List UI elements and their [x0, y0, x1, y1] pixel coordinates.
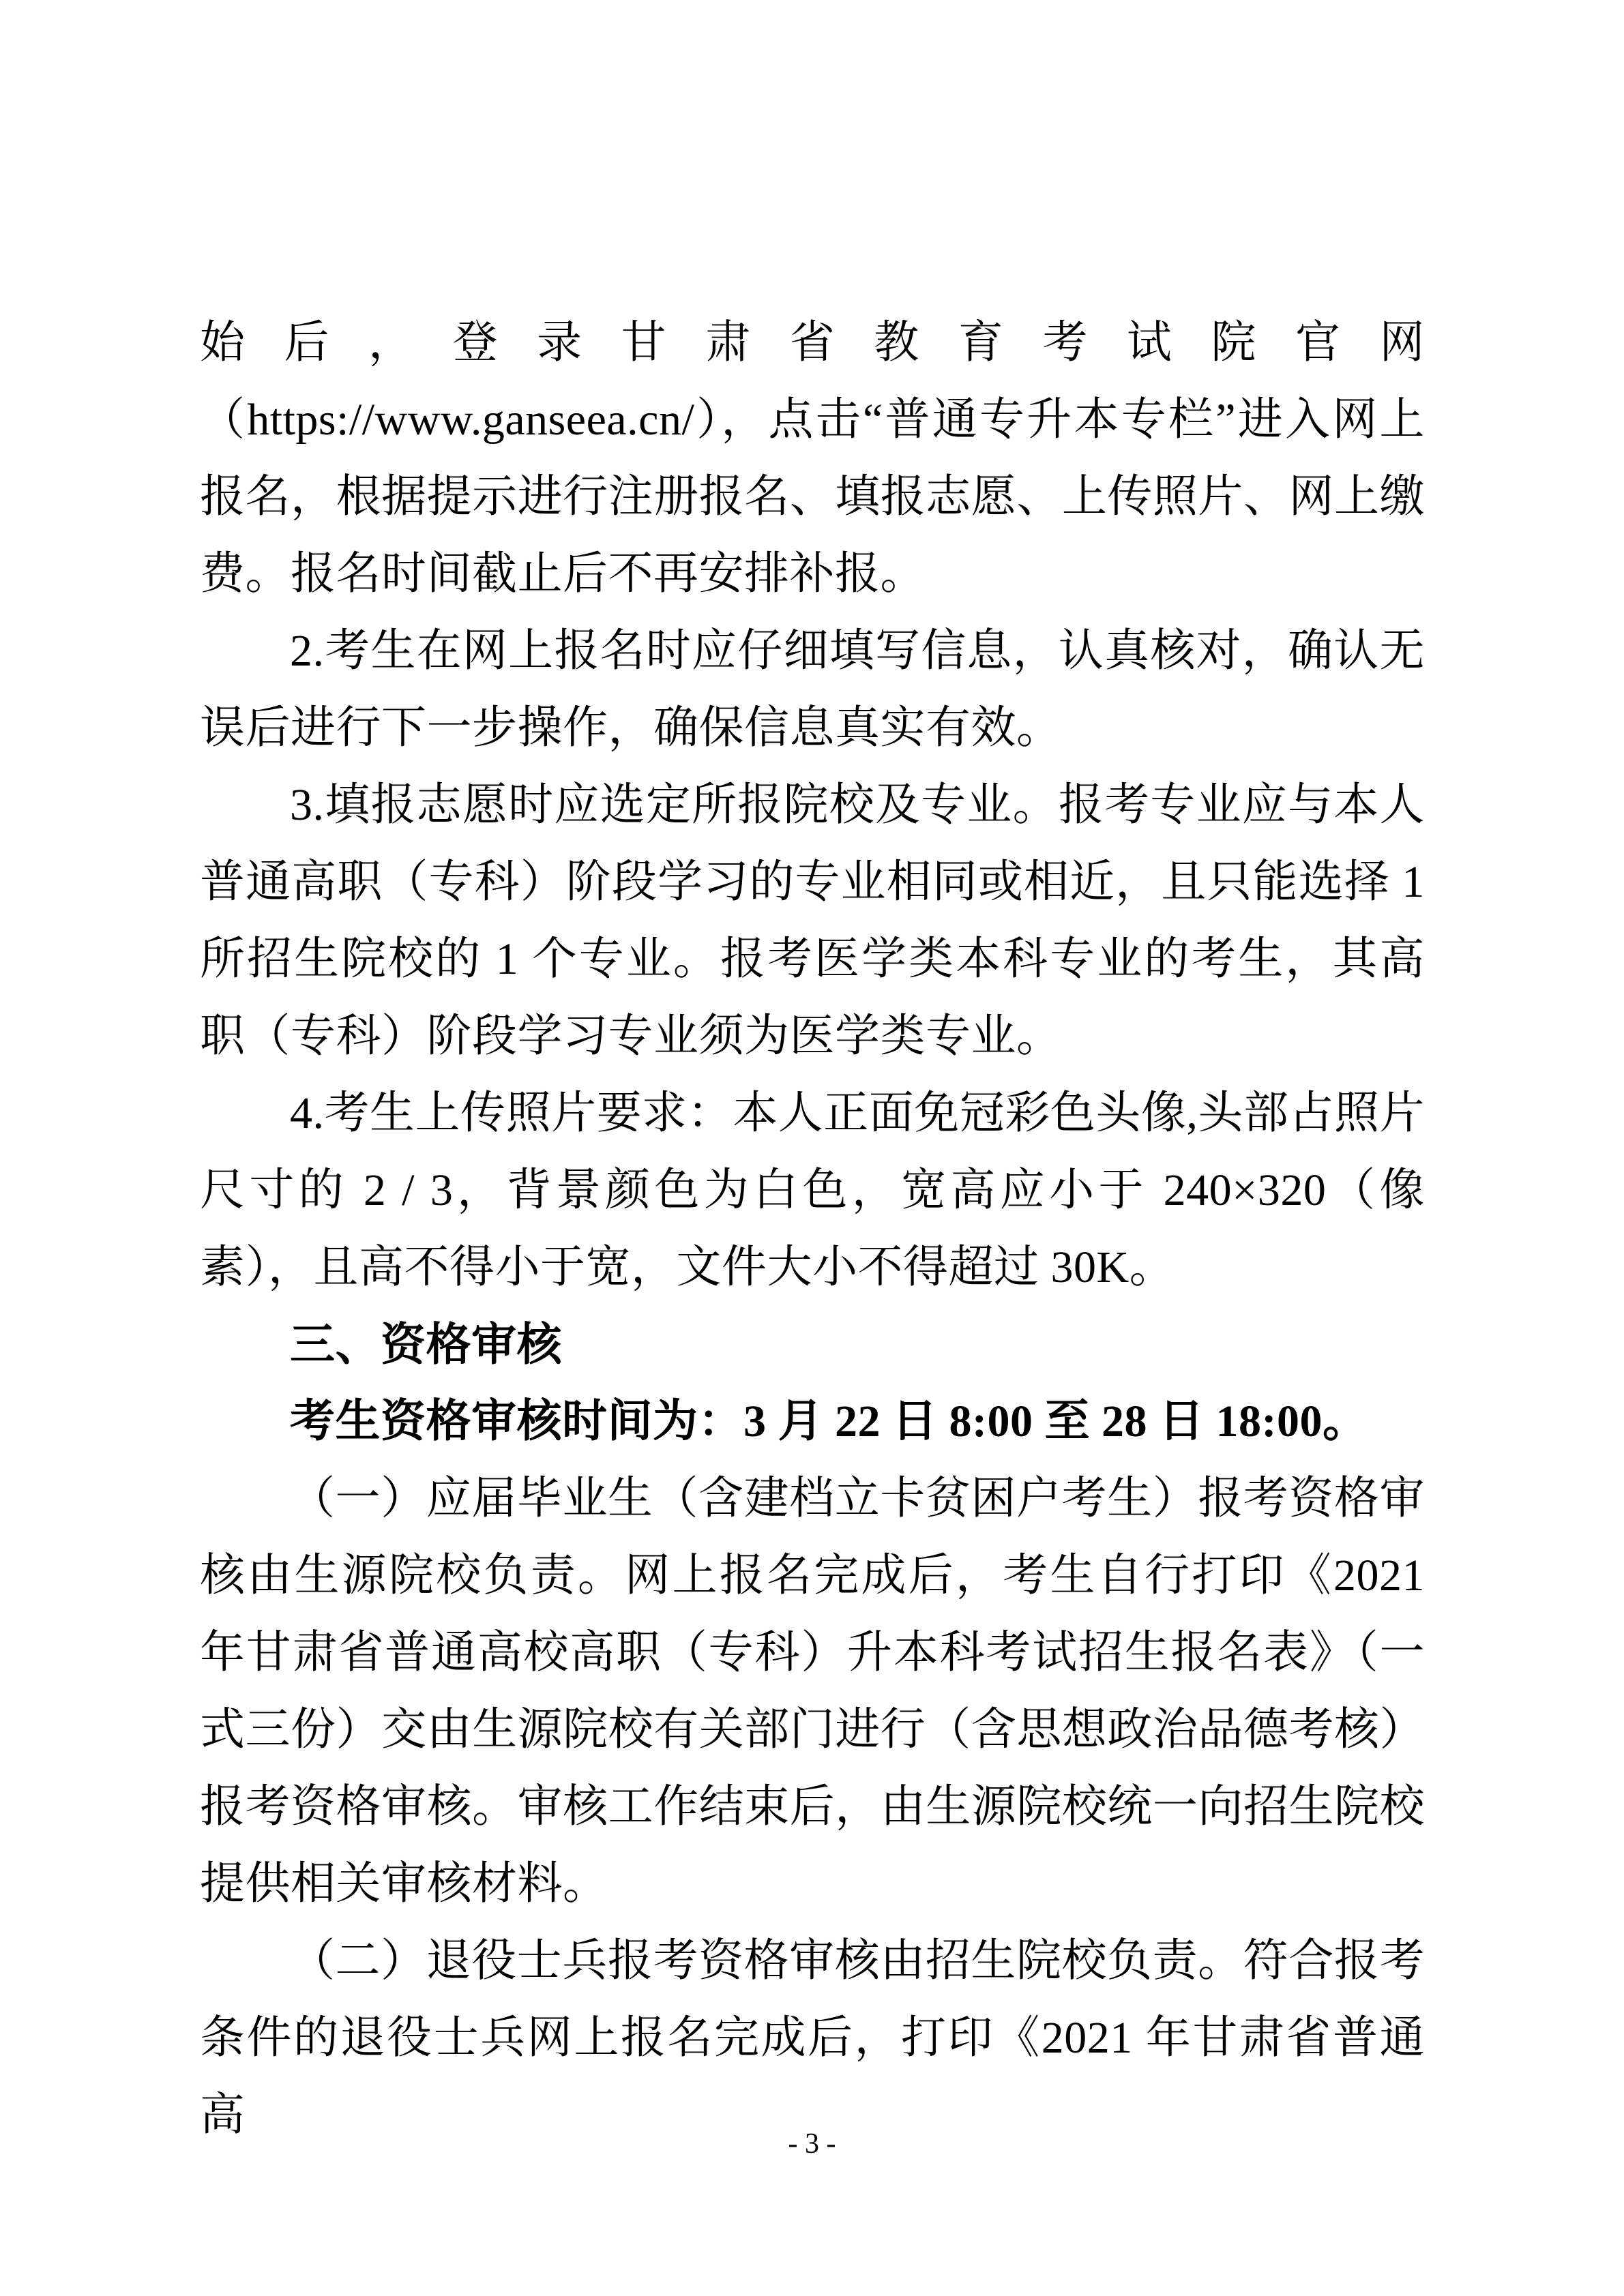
page-number: - 3 -	[788, 2128, 836, 2160]
paragraph-item-er-veterans: （二）退役士兵报考资格审核由招生院校负责。符合报考条件的退役士兵网上报名完成后，打印《2021 年甘肃省普通高	[200, 1936, 1425, 2140]
paragraph-item-2: 2.考生在网上报名时应仔细填写信息，认真核对，确认无误后进行下一步操作，确保信息真实有效。	[200, 626, 1425, 753]
paragraph-registration-continuation: 始后，登录甘肃省教育考试院官网（https://www.ganseea.cn/），点击“普通专升本专栏”进入网上报名，根据提示进行注册报名、填报志愿、上传照片、网上缴费。报名时间截止后不再安排补报。	[200, 318, 1425, 599]
document-body	[200, 304, 1425, 2153]
paragraph-item-yi-fresh-graduates: （一）应届毕业生（含建档立卡贫困户考生）报考资格审核由生源院校负责。网上报名完成后，考生自行打印《2021 年甘肃省普通高校高职（专科）升本科考试招生报名表》（一式三份）交由生源院校有关部门进行（含思想政治品德考核）报考资格审核。审核工作结束后，由生源院校统一向招生院校提供相关审核材料。	[200, 1474, 1425, 1909]
paragraph-review-time: 考生资格审核时间为：3 月 22 日 8:00 至 28 日 18:00。	[290, 1397, 1368, 1446]
paragraph-item-3: 3.填报志愿时应选定所报院校及专业。报考专业应与本人普通高职（专科）阶段学习的专业相同或相近，且只能选择 1 所招生院校的 1 个专业。报考医学类本科专业的考生，其高职（专科）阶段学习专业须为医学类专业。	[200, 780, 1425, 1061]
paragraph-item-4: 4.考生上传照片要求：本人正面免冠彩色头像,头部占照片尺寸的 2 / 3，背景颜色为白色，宽高应小于 240×320（像素），且高不得小于宽，文件大小不得超过 30K。	[200, 1088, 1425, 1292]
section-heading-qualification-review: 三、资格审核	[290, 1319, 562, 1369]
